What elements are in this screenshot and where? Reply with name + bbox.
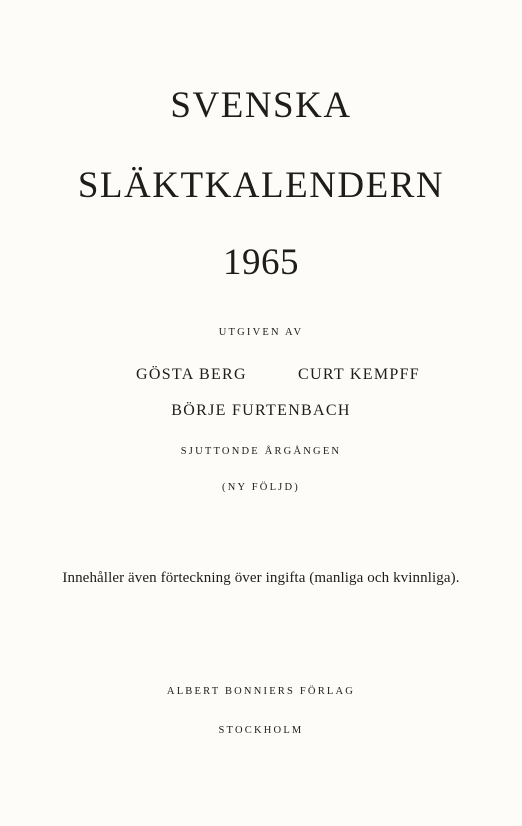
contents-note: Innehåller även förteckning över ingifta (manliga och kvinnliga). <box>62 570 460 586</box>
edition: SJUTTONDE ÅRGÅNGEN <box>180 446 342 457</box>
editor-3: BÖRJE FURTENBACH <box>171 402 351 419</box>
city: STOCKHOLM <box>218 725 304 736</box>
publisher: ALBERT BONNIERS FÖRLAG <box>166 686 356 697</box>
series: (NY FÖLJD) <box>222 482 300 493</box>
year: 1965 <box>223 242 299 283</box>
editor-2: CURT KEMPFF <box>298 366 420 383</box>
editor-1: GÖSTA BERG <box>136 366 247 383</box>
title-line-1: SVENSKA <box>170 85 352 126</box>
title-line-2: SLÄKTKALENDERN <box>77 165 445 206</box>
utgiven-av-label: UTGIVEN AV <box>218 327 304 338</box>
